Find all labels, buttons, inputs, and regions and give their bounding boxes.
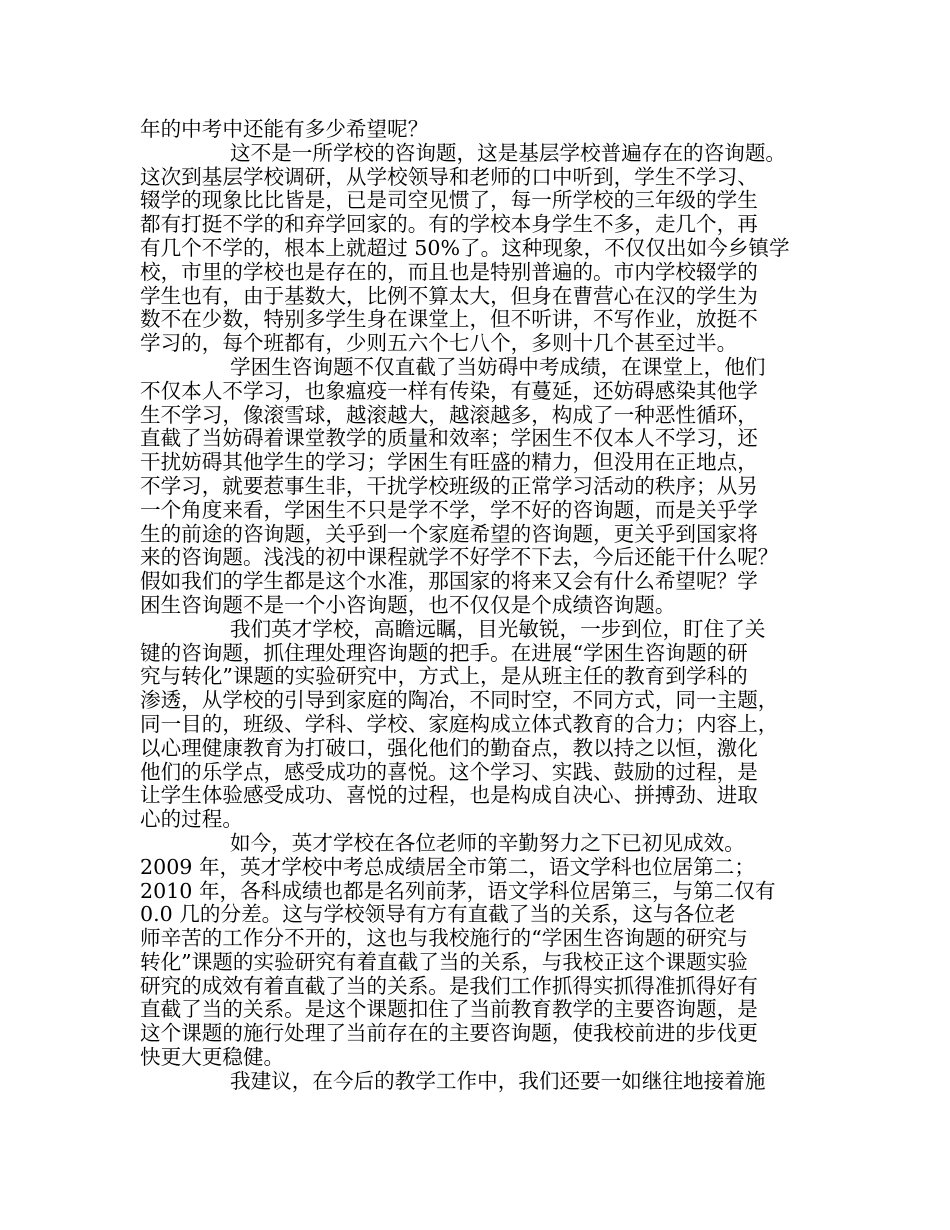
text-line: 一个角度来看，学困生不只是学不学，学不好的咨询题，而是关乎学 xyxy=(140,497,758,522)
text-line: 干扰妨碍其他学生的学习；学困生有旺盛的精力，但没用在正地点， xyxy=(140,450,758,475)
text-line: 学生也有，由于基数大，比例不算太大，但身在曹营心在汉的学生为 xyxy=(140,283,758,308)
text-line: 研究的成效有着直截了当的关系。是我们工作抓得实抓得准抓得好有 xyxy=(140,973,758,998)
text-line: 师辛苦的工作分不开的，这也与我校施行的“学困生咨询题的研究与 xyxy=(140,926,748,951)
paragraph xyxy=(140,356,820,618)
text-line: 以心理健康教育为打破口，强化他们的勤奋点，教以持之以恒，激化 xyxy=(140,735,758,760)
paragraph xyxy=(140,618,820,832)
text-line: 同一目的，班级、学科、学校、家庭构成立体式教育的合力；内容上， xyxy=(140,711,779,736)
text-line: 渗透，从学校的引导到家庭的陶冶，不同时空，不同方式，同一主题， xyxy=(140,688,779,713)
text-line: 来的咨询题。浅浅的初中课程就学不好学不下去，今后还能干什么呢？ xyxy=(140,545,779,570)
text-line: 转化”课题的实验研究有着直截了当的关系，与我校正这个课题实验 xyxy=(140,949,748,974)
paragraph xyxy=(140,832,820,1070)
text-line: 数不在少数，特别多学生身在课堂上，但不听讲，不写作业，放挺不 xyxy=(140,307,758,332)
text-line: 0.0 几的分差。这与学校领导有方有直截了当的关系，这与各位老 xyxy=(140,902,736,927)
paragraph xyxy=(140,118,820,142)
text-line: 键的咨询题，抓住理处理咨询题的把手。在进展“学困生咨询题的研 xyxy=(140,640,748,665)
text-line: 我们英才学校，高瞻远瞩，目光敏锐，一步到位，盯住了关 xyxy=(230,616,766,641)
text-line: 2009 年，英才学校中考总成绩居全市第二，语文学科也位居第二； xyxy=(140,854,755,879)
text-line: 困生咨询题不是一个小咨询题，也不仅仅是个成绩咨询题。 xyxy=(140,592,676,617)
text-line: 这个课题的施行处理了当前存在的主要咨询题，使我校前进的步伐更 xyxy=(140,1021,758,1046)
text-line: 年的中考中还能有多少希望呢？ xyxy=(140,117,429,141)
text-line: 这不是一所学校的咨询题，这是基层学校普遍存在的咨询题。 xyxy=(230,140,787,165)
text-line: 2010 年，各科成绩也都是名列前茅，语文学科位居第三，与第二仅有 xyxy=(140,878,776,903)
text-line: 直截了当的关系。是这个课题扣住了当前教育教学的主要咨询题，是 xyxy=(140,997,758,1022)
text-line: 生的前途的咨询题，关乎到一个家庭希望的咨询题，更关乎到国家将 xyxy=(140,521,758,546)
text-line: 都有打挺不学的和弃学回家的。有的学校本身学生不多，走几个，再 xyxy=(140,212,758,237)
text-line: 我建议，在今后的教学工作中，我们还要一如继往地接着施 xyxy=(230,1068,766,1093)
paragraph xyxy=(140,1070,820,1094)
text-line: 辍学的现象比比皆是，已是司空见惯了，每一所学校的三年级的学生 xyxy=(140,188,758,213)
text-line: 快更大更稳健。 xyxy=(140,1045,285,1070)
text-line: 学困生咨询题不仅直截了当妨碍中考成绩，在课堂上，他们 xyxy=(230,354,766,379)
text-line: 他们的乐学点，感受成功的喜悦。这个学习、实践、鼓励的过程，是 xyxy=(140,759,758,784)
text-line: 不仅本人不学习，也象瘟疫一样有传染，有蔓延，还妨碍感染其他学 xyxy=(140,378,758,403)
paragraph xyxy=(140,142,820,356)
text-line: 生不学习，像滚雪球，越滚越大，越滚越多，构成了一种恶性循环， xyxy=(140,402,758,427)
text-line: 心的过程。 xyxy=(140,807,243,832)
text-line: 直截了当妨碍着课堂教学的质量和效率；学困生不仅本人不学习，还 xyxy=(140,426,758,451)
text-line: 不学习，就要惹事生非，干扰学校班级的正常学习活动的秩序；从另 xyxy=(140,473,758,498)
text-line: 校，市里的学校也是存在的，而且也是特别普遍的。市内学校辍学的 xyxy=(140,259,758,284)
text-line: 让学生体验感受成功、喜悦的过程，也是构成自决心、拼搏劲、进取 xyxy=(140,783,758,808)
document-page xyxy=(140,118,820,1094)
text-line: 有几个不学的，根本上就超过 50%了。这种现象，不仅仅出如今乡镇学 xyxy=(140,235,790,260)
text-line: 这次到基层学校调研，从学校领导和老师的口中听到，学生不学习、 xyxy=(140,164,758,189)
text-line: 如今，英才学校在各位老师的辛勤努力之下已初见成效。 xyxy=(230,830,745,855)
text-line: 究与转化”课题的实验研究中，方式上，是从班主任的教育到学科的 xyxy=(140,664,748,689)
text-line: 假如我们的学生都是这个水准，那国家的将来又会有什么希望呢？学 xyxy=(140,569,758,594)
text-line: 学习的，每个班都有，少则五六个七八个，多则十几个甚至过半。 xyxy=(140,331,738,356)
